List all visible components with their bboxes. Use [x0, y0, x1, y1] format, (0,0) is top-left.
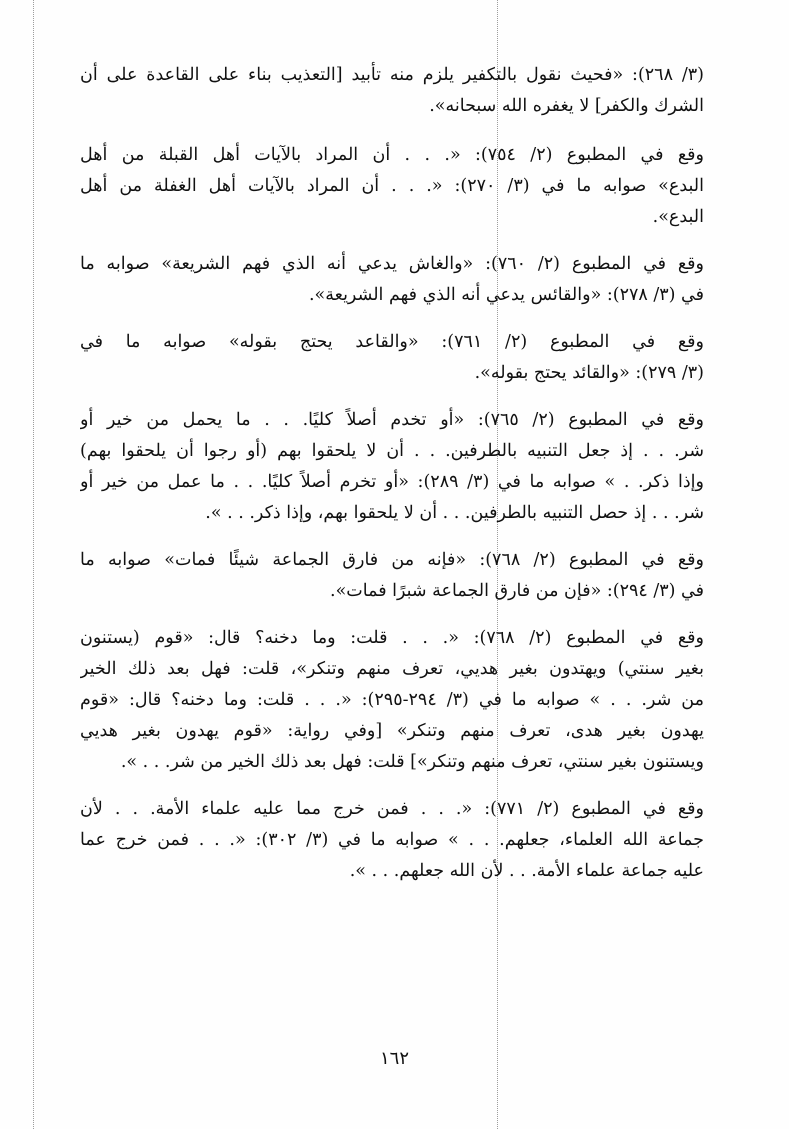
text-line: في (٣/ ٢٧٨): «والقائس يدعي أنه الذي فهم الشريعة».	[308, 285, 704, 305]
text-line: وإذا ذكر. . » صوابه ما في (٣/ ٢٨٩): «أو تخرم أصلاً كليًا. . . ما عمل من خير أو	[80, 472, 704, 492]
text-line: وقع في المطبوع (٢/ ٧٥٤): «. . . أن المراد بالآيات أهل القبلة من أهل	[80, 145, 704, 165]
text-line: وقع في المطبوع (٢/ ٧٦٨): «فإنه من فارق الجماعة شيئًا فمات» صوابه ما	[80, 550, 704, 570]
paragraph	[80, 794, 704, 887]
text-line: (٣/ ٢٦٨): «فحيث نقول بالتكفير يلزم منه تأبيد [التعذيب بناء على القاعدة على أن	[80, 65, 704, 85]
text-line: يهدون بغير هدى، تعرف منهم وتنكر» [وفي رواية: «قوم يهدون بغير هديي	[80, 721, 704, 741]
text-line: بغير سنتي) ويهتدون بغير هديي، تعرف منهم وتنكر»، قلت: فهل بعد ذلك الخير	[80, 659, 704, 679]
text-line: وقع في المطبوع (٢/ ٧٦١): «والقاعد يحتج بقوله» صوابه ما في	[80, 332, 704, 352]
page-number: ١٦٢	[379, 1048, 409, 1069]
paragraph	[80, 249, 704, 311]
text-line: البدع» صوابه ما في (٣/ ٢٧٠): «. . . أن المراد بالآيات أهل الغفلة من أهل	[80, 176, 704, 196]
text-line: في (٣/ ٢٩٤): «فإن من فارق الجماعة شبرًا فمات».	[330, 581, 704, 601]
text-line: الشرك والكفر] لا يغفره الله سبحانه».	[429, 96, 704, 116]
text-line: من شر. . . » صوابه ما في (٣/ ٢٩٤-٢٩٥): «. . . قلت: وما دخنه؟ قال: «قوم	[80, 690, 704, 710]
paragraph	[80, 405, 704, 529]
text-line: ويستنون بغير سنتي، تعرف منهم وتنكر»] قلت: فهل بعد ذلك الخير من شر. . . ».	[120, 752, 704, 772]
text-line: وقع في المطبوع (٢/ ٧٦٨): «. . . قلت: وما دخنه؟ قال: «قوم (يستنون	[80, 628, 704, 648]
main-text	[80, 60, 704, 903]
text-line: وقع في المطبوع (٢/ ٧٦٠): «والغاش يدعي أنه الذي فهم الشريعة» صوابه ما	[80, 254, 704, 274]
text-line: شر. . . إذ جعل التنبيه بالطرفين. . . أن لا يلحقوا بهم (أو رجوا أن يلحقوا بهم)	[80, 441, 704, 461]
scan-fold-line-left	[33, 0, 34, 1129]
text-line: جماعة الله العلماء، جعلهم. . . » صوابه ما في (٣/ ٣٠٢): «. . . فمن خرج عما	[80, 830, 704, 850]
text-line: شر. . . إذ حصل التنبيه بالطرفين. . . أن لا يلحقوا بهم، وإذا ذكر. . . ».	[205, 503, 704, 523]
paragraph	[80, 327, 704, 389]
text-line: وقع في المطبوع (٢/ ٧٦٥): «أو تخدم أصلاً كليًا. . . ما يحمل من خير أو	[80, 410, 704, 430]
paragraph	[80, 140, 704, 233]
paragraph	[80, 545, 704, 607]
text-line: البدع».	[652, 207, 704, 227]
text-line: عليه جماعة علماء الأمة. . . لأن الله جعلهم. . . ».	[349, 861, 704, 881]
paragraph	[80, 623, 704, 778]
text-line: وقع في المطبوع (٢/ ٧٧١): «. . . فمن خرج مما عليه علماء الأمة. . . لأن	[80, 799, 704, 819]
text-line: (٣/ ٢٧٩): «والقائد يحتج بقوله».	[474, 363, 704, 383]
paragraph	[80, 60, 704, 122]
